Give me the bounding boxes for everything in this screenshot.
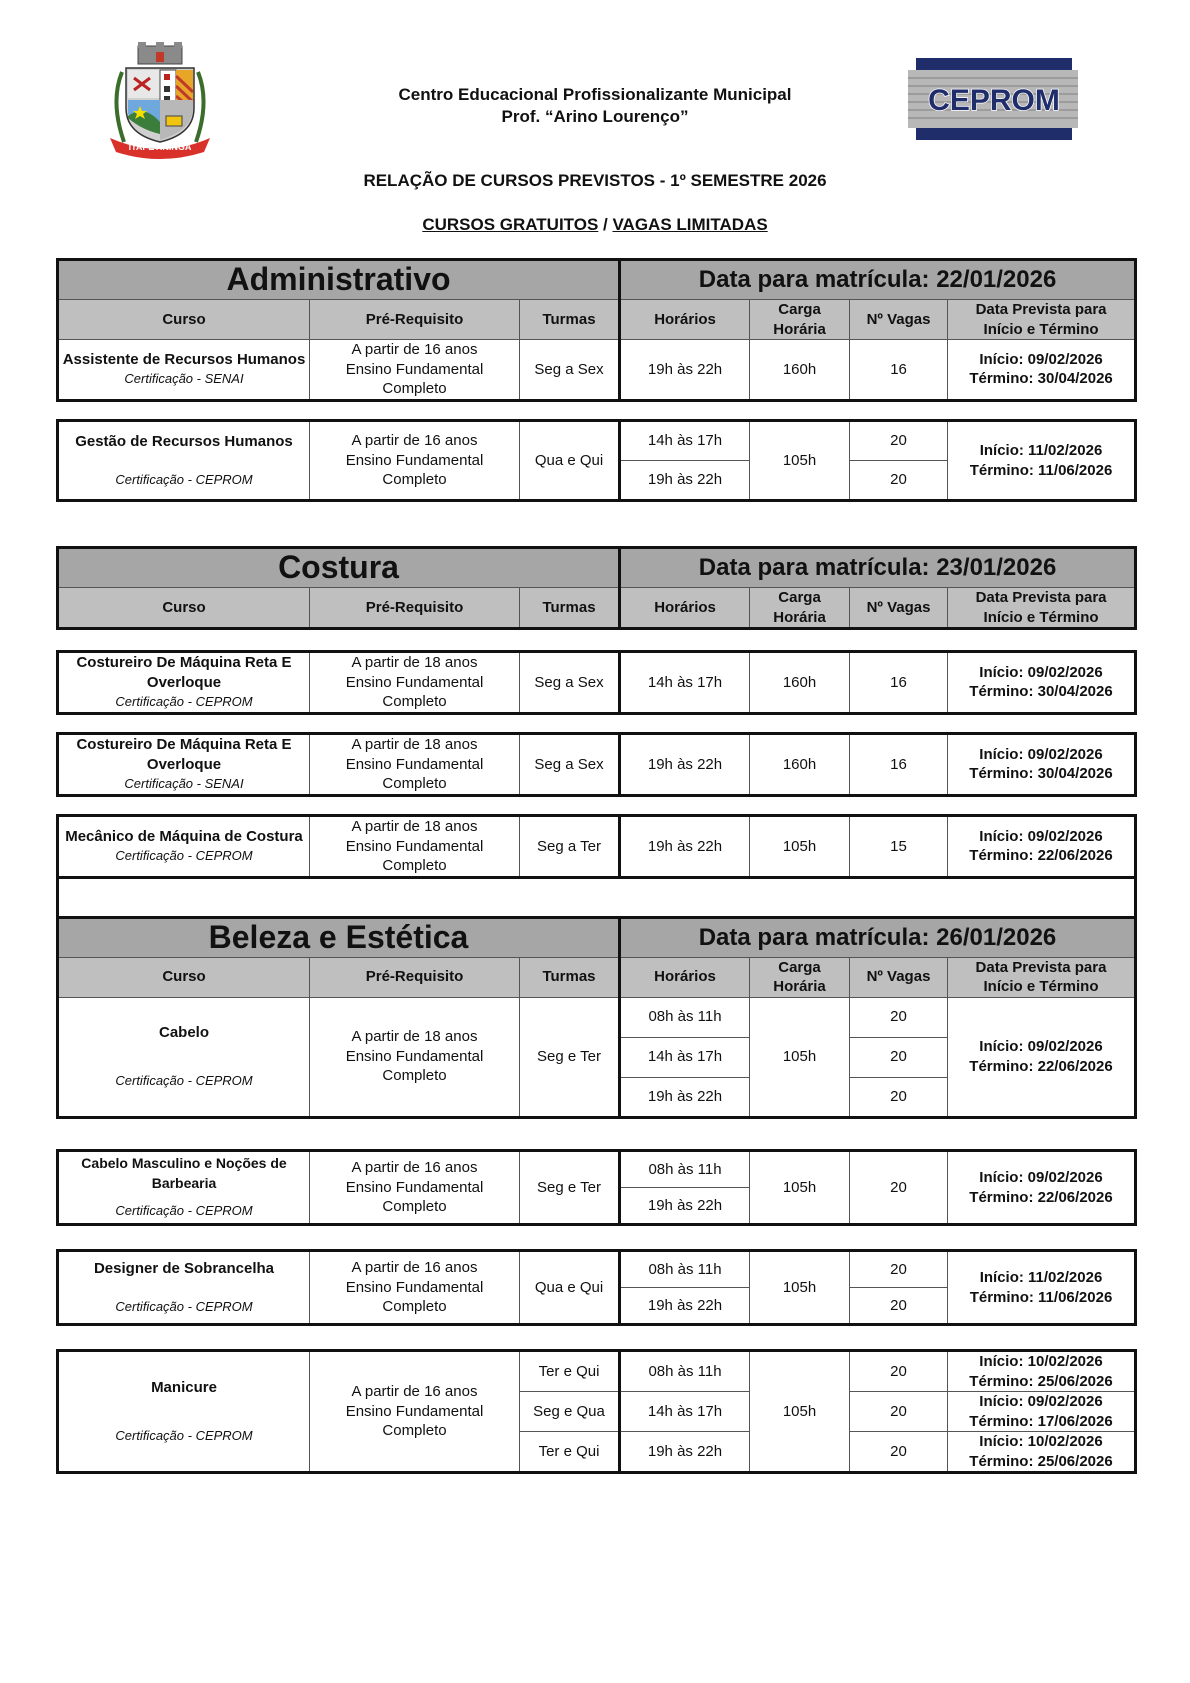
section-category-title: Administrativo: [58, 260, 620, 300]
prerequisite-cell: A partir de 18 anos Ensino Fundamental Completo: [310, 997, 520, 1117]
col-header-datas: Data Prevista para Início e Término: [948, 957, 1136, 997]
dates-cell: Início: 09/02/2026 Término: 22/06/2026: [948, 1151, 1136, 1225]
course-table-cabelo-masculino: [56, 1149, 1137, 1226]
certification-label: Certificação - SENAI: [124, 371, 244, 387]
prerequisite-cell: A partir de 16 anos Ensino Fundamental Completo: [310, 421, 520, 501]
prerequisite-cell: A partir de 18 anos Ensino Fundamental Completo: [310, 816, 520, 878]
course-table-gestao-rh: [56, 419, 1137, 502]
carga-cell: 160h: [750, 340, 850, 401]
course-name-cell: Cabelo Certificação - CEPROM: [58, 997, 310, 1117]
horario-cell: 08h às 11h: [620, 1351, 750, 1392]
col-header-horarios: Horários: [620, 300, 750, 340]
enrollment-date: Data para matrícula: 26/01/2026: [620, 917, 1136, 957]
vagas-cell: 16: [850, 340, 948, 401]
dates-cell: Início: 09/02/2026 Término: 30/04/2026: [948, 340, 1136, 401]
vagas-cell: 20: [850, 461, 948, 501]
course-row: [58, 816, 1136, 878]
dates-cell: Início: 10/02/2026 Término: 25/06/2026: [948, 1351, 1136, 1392]
section-beleza-header: [58, 917, 1136, 957]
svg-text:ITAPETININGA: ITAPETININGA: [128, 142, 192, 152]
course-table-costureiro-ceprom: [56, 650, 1137, 715]
document-title: RELAÇÃO DE CURSOS PREVISTOS - 1º SEMESTRE 2026: [363, 171, 827, 190]
horario-cell: 19h às 22h: [620, 1288, 750, 1325]
turmas-cell: Ter e Qui: [520, 1432, 620, 1473]
carga-cell: 105h: [750, 1151, 850, 1225]
certification-label: Certificação - CEPROM: [115, 1298, 253, 1314]
horario-cell: 19h às 22h: [620, 461, 750, 501]
institution-subtitle: Prof. “Arino Lourenço”: [501, 107, 689, 126]
prerequisite-cell: A partir de 16 anos Ensino Fundamental Completo: [310, 1351, 520, 1473]
horario-cell: 14h às 17h: [620, 1392, 750, 1432]
carga-cell: 160h: [750, 734, 850, 796]
col-header-horarios: Horários: [620, 957, 750, 997]
col-header-turmas: Turmas: [520, 300, 620, 340]
horario-cell: 19h às 22h: [620, 816, 750, 878]
ceprom-logo: [908, 58, 1084, 140]
turmas-cell: Seg a Sex: [520, 340, 620, 401]
horario-cell: 19h às 22h: [620, 1077, 750, 1117]
certification-label: Certificação - CEPROM: [115, 471, 253, 487]
dates-cell: Início: 11/02/2026 Término: 11/06/2026: [948, 421, 1136, 501]
course-row: [58, 652, 1136, 714]
col-header-datas: Data Prevista para Início e Término: [948, 588, 1136, 629]
turmas-cell: Qua e Qui: [520, 421, 620, 501]
certification-label: Certificação - CEPROM: [115, 848, 253, 864]
col-header-vagas: Nº Vagas: [850, 588, 948, 629]
certification-label: Certificação - SENAI: [124, 776, 244, 791]
carga-cell: 105h: [750, 816, 850, 878]
dates-cell: Início: 09/02/2026 Término: 30/04/2026: [948, 734, 1136, 796]
turmas-cell: Seg e Ter: [520, 1151, 620, 1225]
vagas-cell: 20: [850, 1077, 948, 1117]
col-header-horarios: Horários: [620, 588, 750, 629]
col-header-carga-horaria: Carga Horária: [750, 300, 850, 340]
carga-cell: 105h: [750, 1251, 850, 1325]
limited-seats-label: VAGAS LIMITADAS: [612, 215, 768, 234]
col-header-turmas: Turmas: [520, 957, 620, 997]
horario-cell: 14h às 17h: [620, 652, 750, 714]
horario-cell: 19h às 22h: [620, 734, 750, 796]
certification-label: Certificação - CEPROM: [115, 1203, 253, 1219]
col-header-vagas: Nº Vagas: [850, 300, 948, 340]
vagas-cell: 20: [850, 1251, 948, 1288]
free-courses-label: CURSOS GRATUITOS: [422, 215, 599, 234]
dates-cell: Início: 09/02/2026 Término: 30/04/2026: [948, 652, 1136, 714]
course-row: [58, 997, 1136, 1037]
vagas-cell: 20: [850, 1432, 948, 1473]
col-header-pre-requisito: Pré-Requisito: [310, 588, 520, 629]
turmas-cell: Seg a Ter: [520, 816, 620, 878]
course-name-cell: Costureiro De Máquina Reta E Overloque Certificação - CEPROM: [58, 652, 310, 714]
col-header-curso: Curso: [58, 588, 310, 629]
blank-spacer-row: [58, 877, 1136, 917]
turmas-cell: Ter e Qui: [520, 1351, 620, 1392]
dates-cell: Início: 09/02/2026 Término: 22/06/2026: [948, 997, 1136, 1117]
certification-label: Certificação - CEPROM: [115, 1072, 253, 1088]
enrollment-date: Data para matrícula: 22/01/2026: [620, 260, 1136, 300]
turmas-cell: Qua e Qui: [520, 1251, 620, 1325]
col-header-datas: Data Prevista para Início e Término: [948, 300, 1136, 340]
course-table-costureiro-senai: [56, 732, 1137, 797]
section-category-title: Beleza e Estética: [58, 917, 620, 957]
course-table-mecanico-and-beleza: [56, 814, 1137, 1119]
vagas-cell: 20: [850, 1288, 948, 1325]
certification-label: Certificação - CEPROM: [115, 1427, 253, 1443]
horario-cell: 14h às 17h: [620, 1037, 750, 1077]
vagas-cell: 20: [850, 1151, 948, 1225]
col-header-turmas: Turmas: [520, 588, 620, 629]
vagas-cell: 16: [850, 652, 948, 714]
col-header-vagas: Nº Vagas: [850, 957, 948, 997]
vagas-cell: 20: [850, 1037, 948, 1077]
vagas-cell: 20: [850, 1351, 948, 1392]
col-header-carga-horaria: Carga Horária: [750, 957, 850, 997]
turmas-cell: Seg a Sex: [520, 652, 620, 714]
prerequisite-cell: A partir de 16 anos Ensino Fundamental Completo: [310, 1251, 520, 1325]
horario-cell: 08h às 11h: [620, 997, 750, 1037]
document-subtitle: [0, 214, 1190, 236]
svg-text:CEPROM: CEPROM: [928, 84, 1060, 117]
dates-cell: Início: 09/02/2026 Término: 22/06/2026: [948, 816, 1136, 878]
turmas-cell: Seg e Ter: [520, 997, 620, 1117]
turmas-cell: Seg a Sex: [520, 734, 620, 796]
enrollment-date: Data para matrícula: 23/01/2026: [620, 548, 1136, 588]
horario-cell: 19h às 22h: [620, 1432, 750, 1473]
vagas-cell: 20: [850, 997, 948, 1037]
prerequisite-cell: A partir de 16 anos Ensino Fundamental Completo: [310, 340, 520, 401]
course-name-cell: Mecânico de Máquina de Costura Certificação - CEPROM: [58, 816, 310, 878]
certification-label: Certificação - CEPROM: [115, 694, 253, 709]
turmas-cell: Seg e Qua: [520, 1392, 620, 1432]
section-costura-header: [56, 546, 1137, 630]
course-row: [58, 340, 1136, 401]
carga-cell: 105h: [750, 1351, 850, 1473]
prerequisite-cell: A partir de 18 anos Ensino Fundamental Completo: [310, 734, 520, 796]
prerequisite-cell: A partir de 16 anos Ensino Fundamental Completo: [310, 1151, 520, 1225]
dates-cell: Início: 11/02/2026 Término: 11/06/2026: [948, 1251, 1136, 1325]
dates-cell: Início: 10/02/2026 Término: 25/06/2026: [948, 1432, 1136, 1473]
course-name-cell: Costureiro De Máquina Reta E Overloque Certificação - SENAI: [58, 734, 310, 796]
prerequisite-cell: A partir de 18 anos Ensino Fundamental Completo: [310, 652, 520, 714]
col-header-pre-requisito: Pré-Requisito: [310, 957, 520, 997]
horario-cell: 14h às 17h: [620, 421, 750, 461]
subtitle-separator: /: [598, 215, 613, 234]
horario-cell: 19h às 22h: [620, 1188, 750, 1225]
course-name-cell: Gestão de Recursos Humanos Certificação - CEPROM: [58, 421, 310, 501]
course-name-cell: Designer de Sobrancelha Certificação - CEPROM: [58, 1251, 310, 1325]
course-table-designer-sobrancelha: [56, 1249, 1137, 1326]
institution-name: Centro Educacional Profissionalizante Municipal: [398, 85, 792, 104]
col-header-pre-requisito: Pré-Requisito: [310, 300, 520, 340]
col-header-curso: Curso: [58, 957, 310, 997]
course-name-cell: Assistente de Recursos Humanos Certificação - SENAI: [58, 340, 310, 401]
vagas-cell: 20: [850, 1392, 948, 1432]
horario-cell: 08h às 11h: [620, 1151, 750, 1188]
course-name-cell: Manicure Certificação - CEPROM: [58, 1351, 310, 1473]
horario-cell: 19h às 22h: [620, 340, 750, 401]
carga-cell: 160h: [750, 652, 850, 714]
col-header-carga-horaria: Carga Horária: [750, 588, 850, 629]
horario-cell: 08h às 11h: [620, 1251, 750, 1288]
course-row: [58, 734, 1136, 796]
carga-cell: 105h: [750, 421, 850, 501]
vagas-cell: 16: [850, 734, 948, 796]
section-category-title: Costura: [58, 548, 620, 588]
section-administrativo-header: [56, 258, 1137, 402]
col-header-curso: Curso: [58, 300, 310, 340]
course-table-manicure: [56, 1349, 1137, 1474]
vagas-cell: 20: [850, 421, 948, 461]
vagas-cell: 15: [850, 816, 948, 878]
course-name-cell: Cabelo Masculino e Noções de Barbearia Certificação - CEPROM: [58, 1151, 310, 1225]
carga-cell: 105h: [750, 997, 850, 1117]
dates-cell: Início: 09/02/2026 Término: 17/06/2026: [948, 1392, 1136, 1432]
